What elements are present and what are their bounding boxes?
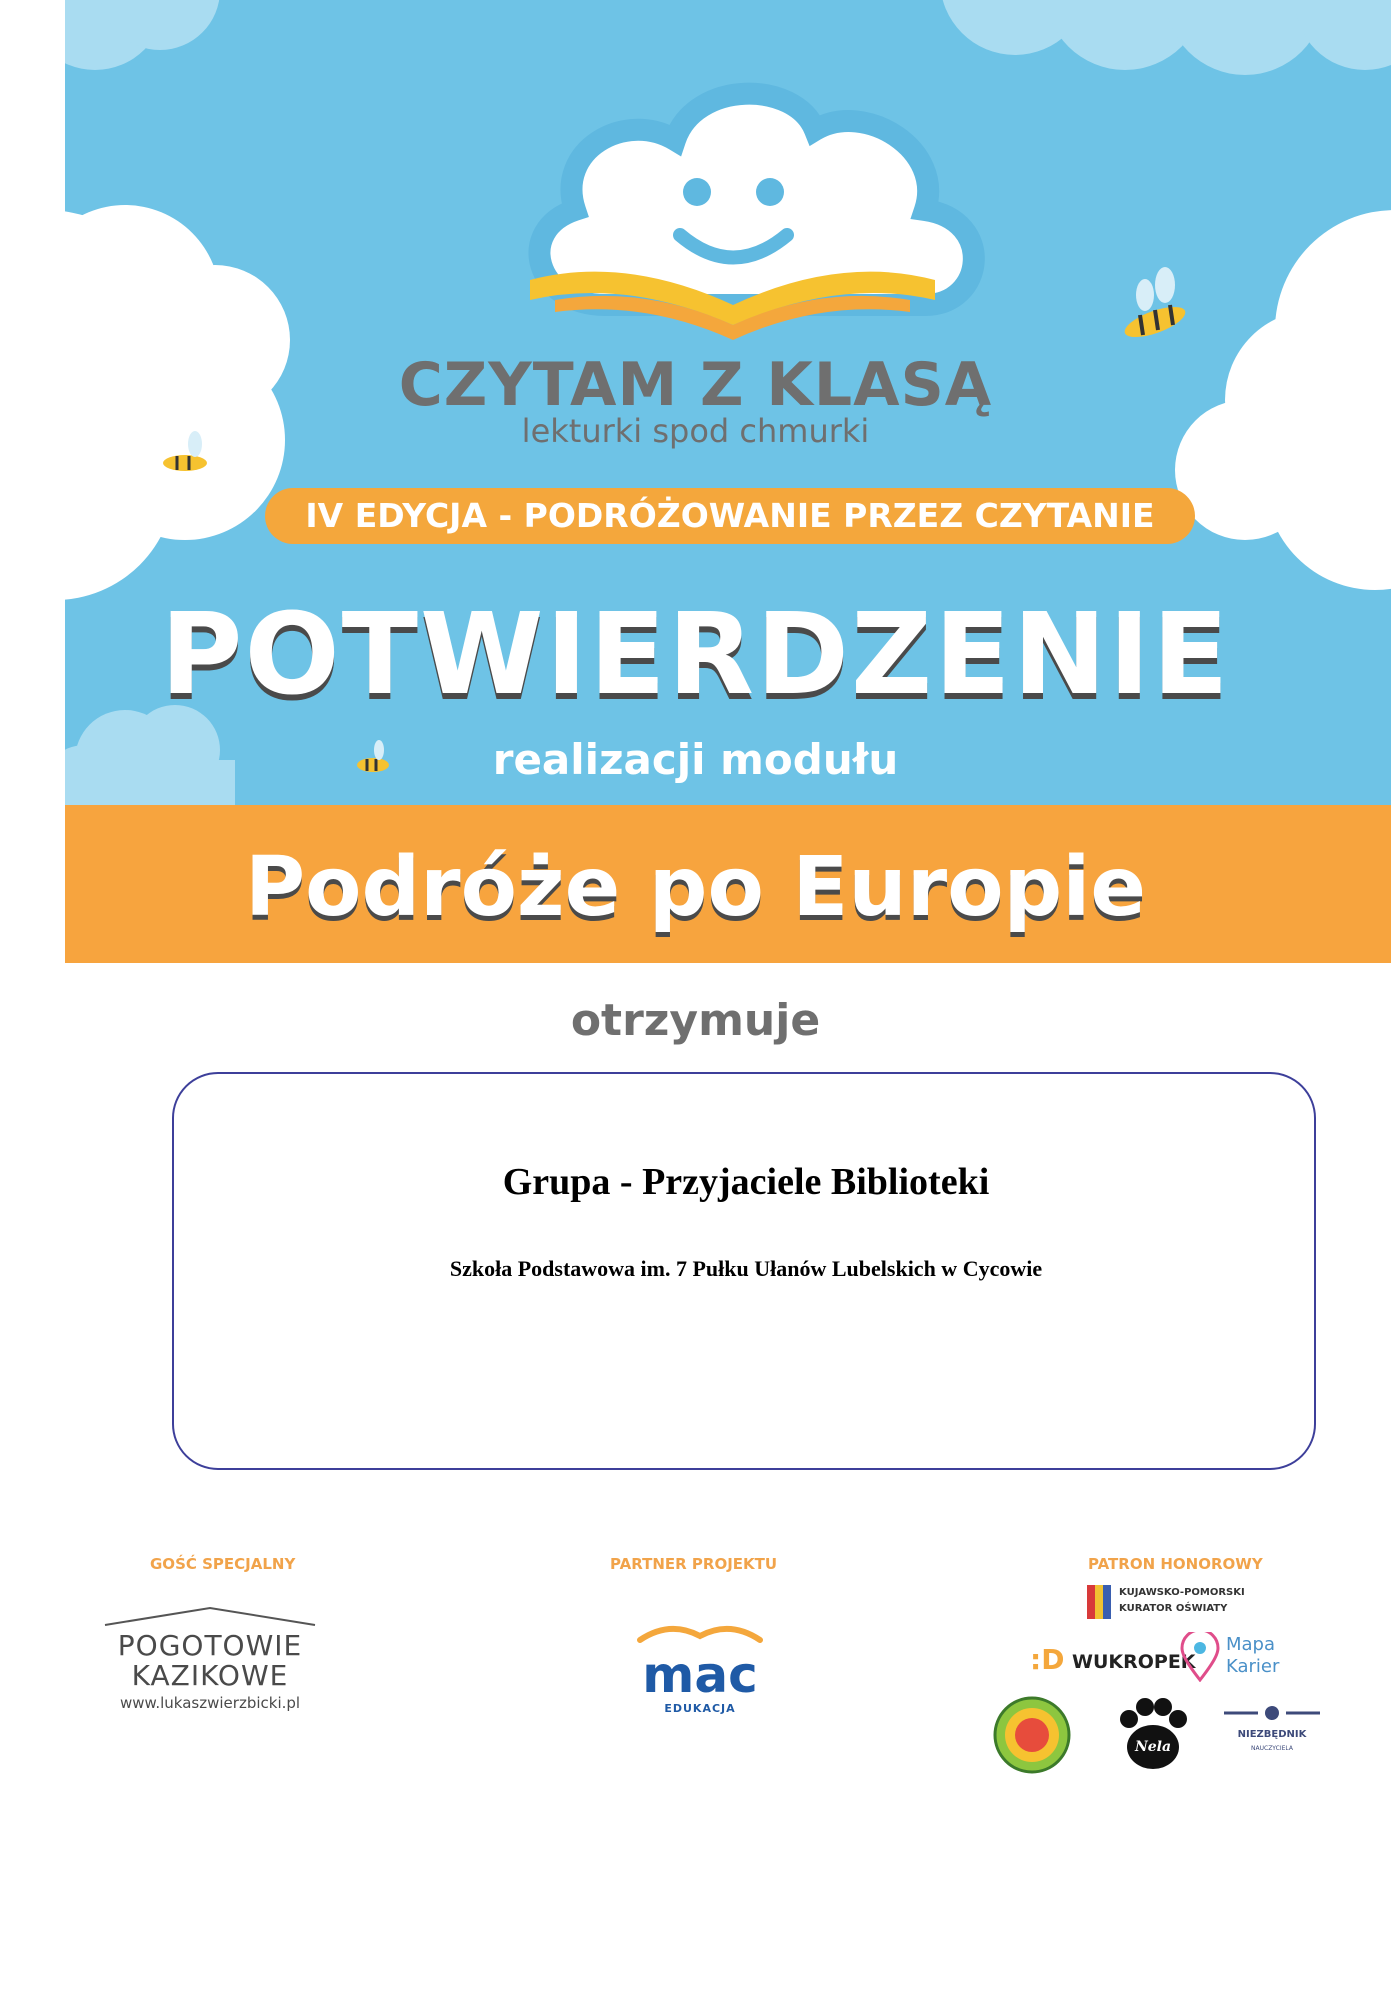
recipient-group: Grupa - Przyjaciele Biblioteki bbox=[502, 1161, 990, 1203]
pogotowie-line2: KAZIKOWE bbox=[131, 1659, 289, 1692]
mapa-line2: Karier bbox=[1226, 1656, 1280, 1677]
niezbednik-check-icon bbox=[1222, 1703, 1322, 1723]
mac-edukacja-logo bbox=[620, 1620, 780, 1715]
kuratorium-logo bbox=[1085, 1583, 1295, 1623]
kuratorium-line2: KURATOR OŚWIATY bbox=[1119, 1603, 1228, 1614]
module-name: Podróże po Europie bbox=[245, 840, 1146, 935]
kuratorium-emblem-icon bbox=[1085, 1583, 1115, 1623]
mac-name: mac bbox=[642, 1646, 758, 1704]
recipient-box bbox=[172, 1072, 1316, 1470]
edition-banner: IV EDYCJA - PODRÓŻOWANIE PRZEZ CZYTANIE bbox=[265, 488, 1195, 544]
niezbednik-line1: NIEZBĘDNIK bbox=[1237, 1729, 1307, 1740]
paw-icon bbox=[1113, 1695, 1193, 1775]
nela-text: Nela bbox=[1134, 1739, 1172, 1755]
start-here-badge-icon bbox=[992, 1695, 1072, 1775]
receives-label: otrzymuje bbox=[570, 995, 821, 1046]
patron-label: PATRON HONOROWY bbox=[1088, 1555, 1263, 1573]
mapa-karier-logo bbox=[1180, 1630, 1300, 1685]
mapa-line1: Mapa bbox=[1226, 1634, 1276, 1655]
niezbednik-line2: NAUCZYCIELA bbox=[1251, 1745, 1293, 1752]
house-roof-icon bbox=[95, 1605, 325, 1627]
niezbednik-logo bbox=[1222, 1703, 1322, 1763]
pogotowie-kazikowe-logo bbox=[95, 1605, 325, 1715]
certificate-subtitle: realizacji modułu bbox=[492, 735, 899, 784]
wukropek-mark-icon: :D bbox=[1030, 1643, 1065, 1676]
certificate-title: POTWIERDZENIE bbox=[160, 590, 1231, 720]
nela-logo bbox=[1113, 1695, 1193, 1775]
logo-subtitle: lekturki spod chmurki bbox=[521, 412, 870, 450]
wukropek-logo bbox=[1030, 1643, 1196, 1677]
map-pin-icon bbox=[1180, 1632, 1220, 1682]
kuratorium-line1: KUJAWSKO-POMORSKI bbox=[1119, 1587, 1245, 1598]
logo-title: CZYTAM Z KLASĄ bbox=[398, 350, 993, 420]
mac-sub: EDUKACJA bbox=[664, 1702, 736, 1715]
pogotowie-line1: POGOTOWIE bbox=[117, 1629, 303, 1662]
special-guest-label: GOŚĆ SPECJALNY bbox=[150, 1555, 296, 1573]
pogotowie-url: www.lukaszwierzbicki.pl bbox=[119, 1694, 301, 1712]
logo-cloud-icon bbox=[530, 94, 974, 340]
bee-icon bbox=[1121, 267, 1189, 343]
mac-book-icon bbox=[620, 1620, 780, 1644]
recipient-school: Szkoła Podstawowa im. 7 Pułku Ułanów Lubelskich w Cycowie bbox=[449, 1256, 1043, 1281]
wukropek-text: WUKROPEK bbox=[1072, 1651, 1196, 1673]
partner-label: PARTNER PROJEKTU bbox=[610, 1555, 778, 1573]
